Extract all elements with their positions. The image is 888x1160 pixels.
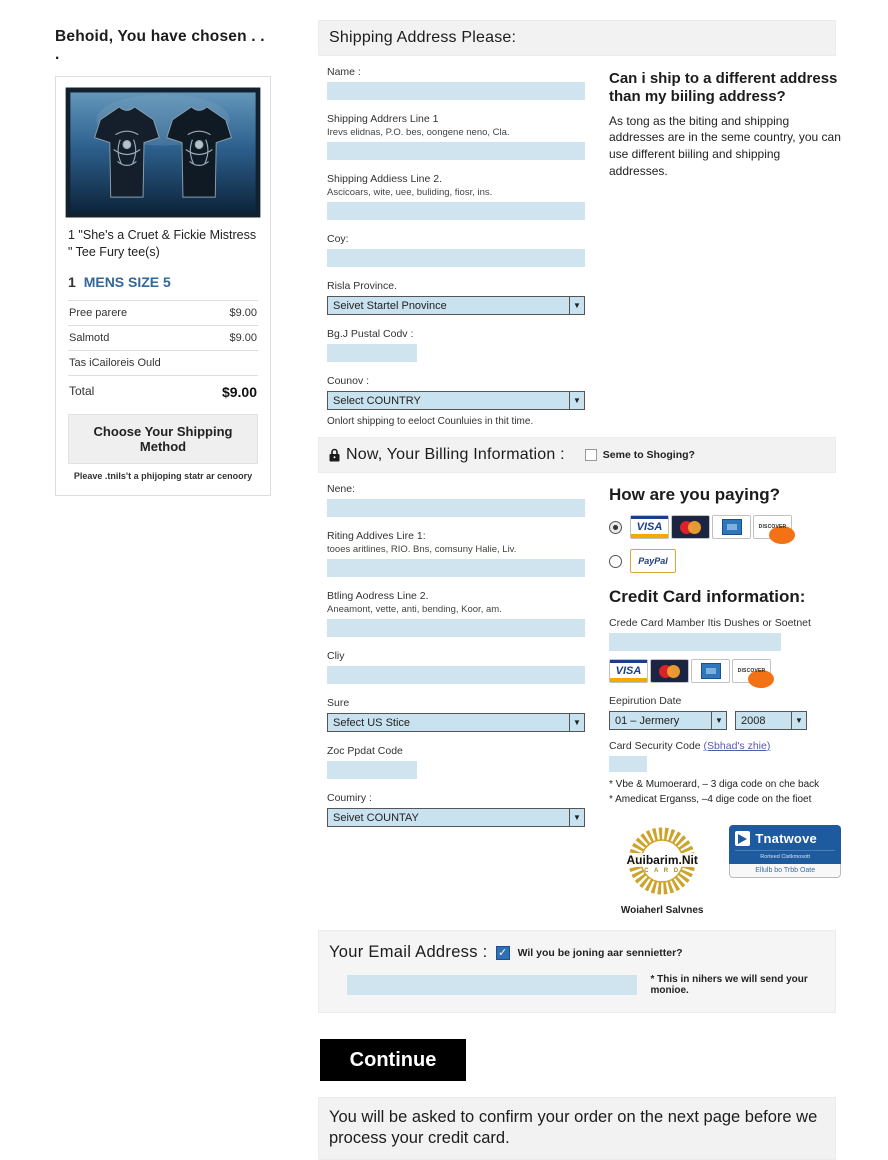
email-note: * This in nihers we will send your monioe. bbox=[650, 974, 808, 996]
confirmation-notice: You will be asked to confirm your order on the next page before we process your credit card. bbox=[318, 1097, 836, 1160]
price-row-per-tee bbox=[68, 300, 258, 325]
expiration-month-value: 01 – Jermery bbox=[615, 714, 680, 727]
expiration-month-select[interactable] bbox=[609, 711, 727, 730]
price-table bbox=[68, 300, 258, 408]
newsletter-label: Wil you be joning aar sennietter? bbox=[517, 946, 683, 959]
dropdown-arrow-icon: ▼ bbox=[569, 297, 584, 314]
price-row-total bbox=[68, 375, 258, 408]
cart-summary bbox=[55, 28, 271, 496]
billing-state-select[interactable] bbox=[327, 713, 585, 732]
payment-option-paypal bbox=[609, 549, 841, 573]
security-code-input[interactable] bbox=[609, 756, 647, 772]
size-qty: 1 bbox=[68, 273, 76, 290]
billing-form bbox=[327, 483, 585, 916]
dropdown-arrow-icon: ▼ bbox=[569, 714, 584, 731]
shipping-help bbox=[609, 66, 841, 427]
trustwave-logo-icon bbox=[735, 831, 750, 846]
trustwave-validate-link[interactable]: Ellulb bo Trbb Oate bbox=[729, 864, 841, 878]
mastercard-logo-icon bbox=[650, 659, 689, 683]
expiration-date-label: Eepirution Date bbox=[609, 695, 682, 707]
shipping-city-label: Coy: bbox=[327, 233, 349, 245]
shipping-address2-input[interactable] bbox=[327, 202, 585, 220]
billing-address1-hint: tooes aritlines, RIO. Bns, comsuny Halie, Liv. bbox=[327, 544, 517, 555]
visa-logo-icon: VISA bbox=[630, 515, 669, 539]
price-row-label: Tas iCailoreis Ould bbox=[69, 356, 161, 369]
shipping-address2-hint: Ascicoars, wite, uee, buliding, fiosr, ins. bbox=[327, 187, 493, 198]
choose-shipping-method-button[interactable]: Choose Your Shipping Method bbox=[68, 414, 258, 464]
authorize-net-seal bbox=[613, 825, 711, 916]
cvc-note-1: * Vbe & Mumoerard, – 3 diga code on che back bbox=[609, 779, 820, 790]
shipping-address1-input[interactable] bbox=[327, 142, 585, 160]
email-input[interactable] bbox=[347, 975, 637, 995]
billing-country-selected-value: Seivet COUNTAY bbox=[333, 811, 419, 824]
billing-section bbox=[318, 473, 836, 916]
billing-section-header bbox=[318, 437, 836, 473]
newsletter-checkbox[interactable]: ✓ bbox=[496, 946, 510, 960]
shipping-help-heading: Can i ship to a different address than my biiling address? bbox=[609, 70, 838, 106]
cart-title: Behoid, You have chosen . . . bbox=[55, 28, 265, 63]
trustwave-subtitle: Rorteed Cistkmosott bbox=[735, 850, 835, 860]
tshirt-product-image bbox=[68, 90, 258, 215]
shipping-address1-label: Shipping Addrers Line 1 bbox=[327, 113, 439, 125]
shipping-country-note: Onlort shipping to eeloct Counluies in thit time. bbox=[327, 416, 534, 427]
billing-name-label: Nene: bbox=[327, 483, 356, 495]
trustwave-title: Tnatwove bbox=[755, 831, 817, 846]
same-as-shipping-label: Seme to Shoging? bbox=[602, 449, 695, 461]
shipping-country-label: Counov : bbox=[327, 375, 370, 387]
shipping-city-input[interactable] bbox=[327, 249, 585, 267]
card-number-input[interactable] bbox=[609, 633, 781, 651]
shipping-header-title: Shipping Address Please: bbox=[329, 29, 517, 46]
authorize-net-inner: C A R D bbox=[644, 868, 681, 874]
payment-column bbox=[609, 483, 841, 916]
amex-logo-icon bbox=[712, 515, 751, 539]
shipping-zip-label: Bg.J Pustal Codv : bbox=[327, 328, 414, 340]
card-logos-row-2 bbox=[609, 659, 771, 683]
billing-address2-input[interactable] bbox=[327, 619, 585, 637]
discover-logo-icon: DISCOVER bbox=[753, 515, 792, 539]
shipping-country-select[interactable] bbox=[327, 391, 585, 410]
shipping-state-selected-value: Seivet Startel Pnovince bbox=[333, 299, 447, 312]
shipping-state-select[interactable] bbox=[327, 296, 585, 315]
expiration-year-select[interactable] bbox=[735, 711, 807, 730]
whats-this-link[interactable]: (Sbhad's zhie) bbox=[703, 740, 771, 752]
credit-card-heading: Credit Card information: bbox=[609, 587, 806, 606]
shipping-section bbox=[318, 56, 841, 427]
billing-address1-input[interactable] bbox=[327, 559, 585, 577]
expiration-year-value: 2008 bbox=[741, 714, 766, 727]
lock-icon bbox=[329, 448, 340, 462]
card-logos-row bbox=[630, 515, 792, 539]
same-as-shipping-checkbox[interactable] bbox=[585, 449, 597, 461]
shipping-method-note: Pleave .tnils't a phijoping statr ar cenoory bbox=[73, 470, 253, 481]
authorize-net-caption: Woiaherl Salvnes bbox=[620, 905, 704, 916]
dropdown-arrow-icon: ▼ bbox=[791, 712, 806, 729]
email-heading: Your Email Address : bbox=[329, 943, 488, 961]
billing-zip-input[interactable] bbox=[327, 761, 417, 779]
billing-city-label: Cliy bbox=[327, 650, 345, 662]
billing-zip-label: Zoc Ppdat Code bbox=[327, 745, 403, 757]
discover-logo-icon: DISCOVER bbox=[732, 659, 771, 683]
security-seals bbox=[609, 825, 841, 916]
visa-logo-icon: VISA bbox=[609, 659, 648, 683]
product-name: 1 "She's a Cruet & Fickie Mistress " Tee Fury tee(s) bbox=[68, 228, 257, 259]
mastercard-logo-icon bbox=[671, 515, 710, 539]
shipping-section-header bbox=[318, 20, 836, 56]
price-row-value: $9.00 bbox=[229, 331, 257, 344]
cvc-note-2: * Amedicat Erganss, –4 dige code on the fioet bbox=[609, 793, 812, 805]
continue-button[interactable]: Continue bbox=[320, 1039, 466, 1081]
shipping-zip-input[interactable] bbox=[327, 344, 417, 362]
billing-address2-hint: Aneamont, vette, anti, bending, Koor, am. bbox=[327, 604, 502, 615]
size-label: MENS SIZE 5 bbox=[83, 273, 171, 290]
billing-name-input[interactable] bbox=[327, 499, 585, 517]
shipping-address2-label: Shipping Addiess Line 2. bbox=[327, 173, 443, 185]
billing-state-label: Sure bbox=[327, 697, 350, 709]
billing-header-title: Now, Your Billing Information : bbox=[346, 446, 565, 463]
billing-country-label: Coumiry : bbox=[327, 792, 372, 804]
shipping-country-selected-value: Select COUNTRY bbox=[333, 394, 421, 407]
shipping-state-label: Risla Province. bbox=[327, 280, 398, 292]
paypal-radio[interactable] bbox=[609, 555, 622, 568]
dropdown-arrow-icon: ▼ bbox=[569, 392, 584, 409]
paypal-logo-icon: PayPal bbox=[630, 549, 676, 573]
billing-address1-label: Riting Addives Lire 1: bbox=[327, 530, 426, 542]
size-line bbox=[68, 274, 258, 290]
price-row-tax bbox=[68, 350, 258, 375]
email-section bbox=[318, 930, 836, 1013]
shipping-name-label: Name : bbox=[327, 66, 361, 78]
trustwave-seal[interactable] bbox=[729, 825, 841, 878]
card-number-label: Crede Card Mamber Itis Dushes or Soetnet bbox=[609, 617, 811, 629]
billing-city-input[interactable] bbox=[327, 666, 585, 684]
price-row-value: $9.00 bbox=[229, 306, 257, 319]
price-row-subtotal bbox=[68, 325, 258, 350]
total-value: $9.00 bbox=[221, 383, 257, 400]
checkout-forms bbox=[318, 20, 841, 1160]
price-row-label: Pree parere bbox=[69, 306, 128, 319]
billing-address2-label: Btling Aodress Line 2. bbox=[327, 590, 429, 602]
dropdown-arrow-icon: ▼ bbox=[569, 809, 584, 826]
total-label: Total bbox=[69, 383, 95, 398]
payment-heading: How are you paying? bbox=[609, 485, 780, 504]
amex-logo-icon bbox=[691, 659, 730, 683]
dropdown-arrow-icon: ▼ bbox=[711, 712, 726, 729]
price-row-label: Salmotd bbox=[69, 331, 110, 344]
billing-country-select[interactable] bbox=[327, 808, 585, 827]
authorize-net-title: Auibarim.Nit bbox=[610, 853, 714, 867]
shipping-address1-hint: Irevs elidnas, P.O. bes, oongene neno, Cla. bbox=[327, 127, 510, 138]
payment-option-credit-card bbox=[609, 515, 841, 539]
shipping-help-body: As tong as the biting and shipping addresses are in the seme country, you can use different biiling and shipping addresses. bbox=[609, 113, 841, 178]
product-card bbox=[55, 76, 271, 496]
shipping-name-input[interactable] bbox=[327, 82, 585, 100]
credit-card-radio[interactable] bbox=[609, 521, 622, 534]
billing-state-selected-value: Sefect US Stice bbox=[333, 716, 411, 729]
shipping-form bbox=[327, 66, 585, 427]
security-code-label: Card Security Code (Sbhad's zhie) bbox=[609, 740, 771, 752]
